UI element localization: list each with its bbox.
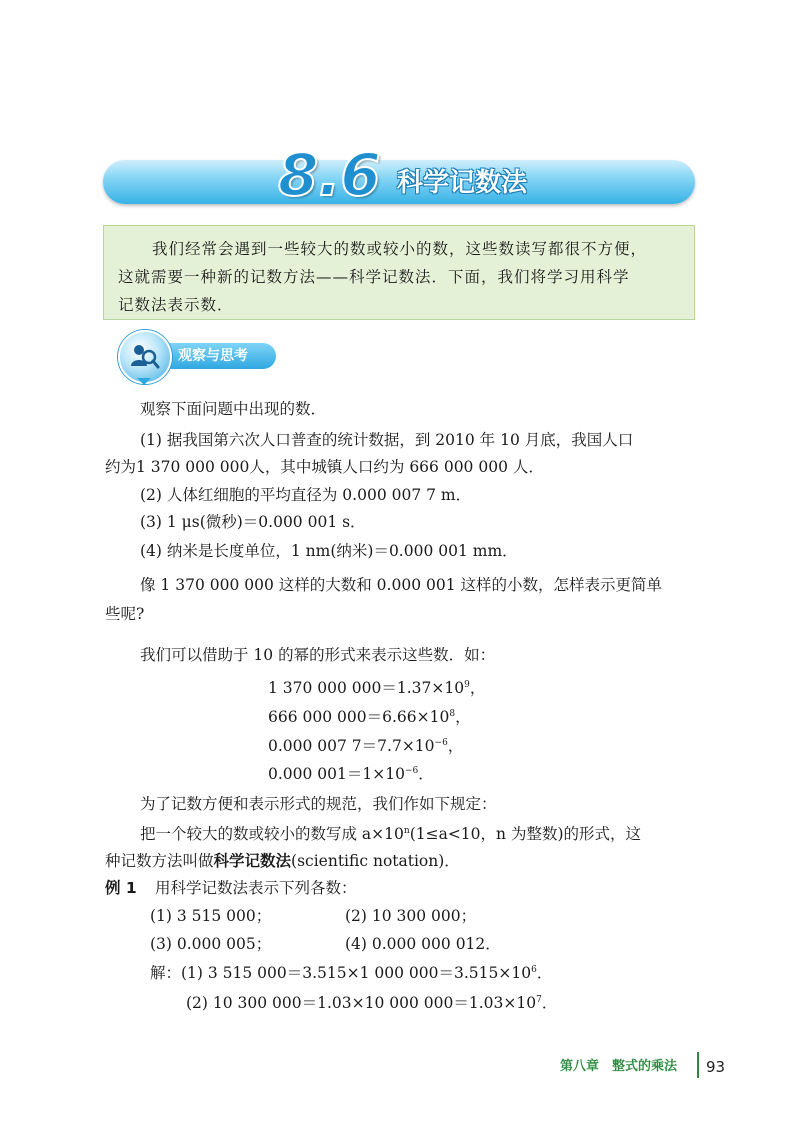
- observe-question-cont: 些呢?: [105, 605, 145, 623]
- observe-badge-pointer: [137, 378, 151, 385]
- observe-item-1-cont: 约为1 370 000 000人，其中城镇人口约为 666 000 000 人．: [105, 458, 544, 476]
- observe-item-1: (1) 据我国第六次人口普查的统计数据，到 2010 年 10 月底，我国人口: [140, 431, 634, 449]
- example-q4: (4) 0.000 000 012．: [345, 935, 501, 953]
- intro-line: 我们经常会遇到一些较大的数或较小的数，这些数读写都很不方便，: [152, 240, 648, 258]
- intro-line: 记数法表示数．: [118, 296, 234, 314]
- observe-item-4: (4) 纳米是长度单位，1 nm(纳米)＝0.000 001 mm．: [140, 542, 518, 560]
- rule-definition: 把一个较大的数或较小的数写成 $a\times 10^n(1\le a<10$，n 为整数)的形式，这: [140, 825, 641, 843]
- rule-lead: 为了记数方便和表示形式的规范，我们作如下规定：: [140, 795, 497, 813]
- intro-box: [103, 225, 695, 320]
- example-label: 例 1: [105, 879, 137, 897]
- equation-3: 0.000 007 $7=7.7\times 10^{-6}$，: [268, 737, 464, 755]
- intro-line: 这就需要一种新的记数方法——科学记数法．下面，我们将学习用科学: [118, 268, 630, 286]
- key-term: 科学记数法: [213, 852, 292, 870]
- example-q1: (1) 3 515 000；: [150, 907, 272, 925]
- observe-item-2: (2) 人体红细胞的平均直径为 0.000 007 7 m．: [140, 486, 472, 504]
- observe-badge-label: 观察与思考: [178, 348, 248, 364]
- observe-question: 像 1 370 000 000 这样的大数和 0.000 001 这样的小数，怎样表示更简单: [140, 576, 662, 594]
- solution-1: 解：(1) 3 515 000＝3.515×1 000 $000=3.515\times 10^6$．: [150, 964, 553, 982]
- magnifier-person-icon: [128, 340, 160, 372]
- equation-4: 0.000 $001=1\times 10^{-6}$．: [268, 765, 434, 783]
- section-number: 8.6: [278, 141, 381, 209]
- equation-1: 1 370 000 $000=1.37\times 10^9$，: [268, 679, 486, 697]
- solution-2: (2) 10 300 000＝1.03×10 000 $000=1.03\times 10^7$．: [186, 994, 558, 1012]
- footer-divider: [697, 1052, 699, 1078]
- chapter-footer: 第八章 整式的乘法: [560, 1059, 678, 1074]
- example-prompt: 用科学记数法表示下列各数：: [155, 879, 357, 897]
- section-title: 科学记数法: [397, 168, 528, 198]
- observe-lead: 观察下面问题中出现的数．: [140, 400, 327, 418]
- powers-lead: 我们可以借助于 10 的幂的形式来表示这些数．如：: [140, 646, 496, 664]
- page-number: 93: [706, 1058, 726, 1076]
- example-q2: (2) 10 300 000；: [345, 907, 477, 925]
- equation-2: 666 000 $000=6.66\times 10^8$，: [268, 708, 471, 726]
- observe-item-3: (3) 1 μs(微秒)＝0.000 001 s．: [140, 513, 366, 531]
- rule-definition-cont: 种记数方法叫做科学记数法(scientific notation)．: [105, 852, 460, 870]
- example-q3: (3) 0.000 005；: [150, 935, 272, 953]
